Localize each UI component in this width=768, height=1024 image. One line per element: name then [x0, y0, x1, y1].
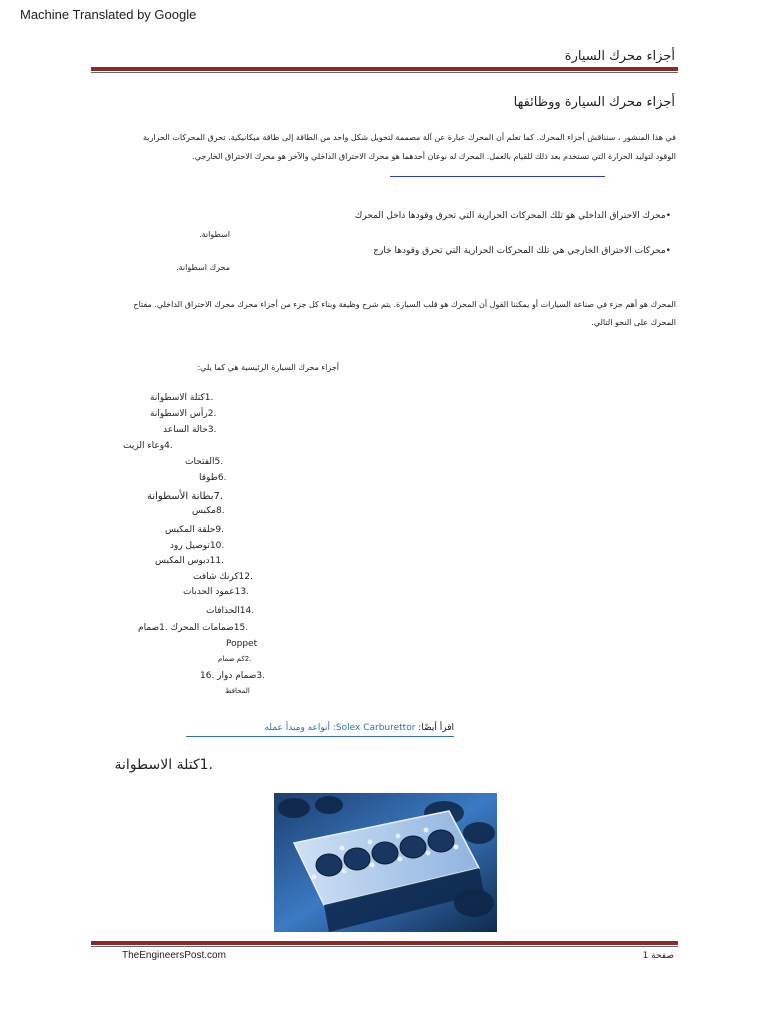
parts-list-item: .7بطانة الأسطوانة [147, 491, 224, 502]
list-intro: أجزاء محرك السيارة الرئيسية هي كما يلي: [197, 363, 339, 372]
parts-list-item: .9حلقة المكبس [165, 525, 224, 535]
parts-list-item: .4وعاء الزيت [123, 441, 173, 451]
parts-list-item: المحافظ [225, 687, 250, 695]
parts-list-item: .14الحذافات [206, 606, 255, 616]
header-title: أجزاء محرك السيارة [564, 49, 675, 64]
parts-list-item: Poppet [226, 639, 258, 649]
parts-list-item: .5الفتحات [185, 457, 224, 467]
intro-line-2: الوقود لتوليد الحرارة التي تستخدم بعد ذلك للقيام بالعمل. المحرك له نوعان أحدهما هو محرك الاحتراق الداخلي والآخر هو محرك الاحتراق الخارجي. [192, 152, 676, 161]
intro-line-1: في هذا المنشور ، سنناقش أجزاء المحرك. كما تعلم أن المحرك عبارة عن آلة مصممة لتحويل شكل واحد من الطاقة إلى طاقة ميكانيكية. تحرق المحركات الحرارية [142, 133, 676, 142]
separator-line [390, 176, 605, 177]
parts-list-item: .11دبوس المكبس [155, 556, 224, 566]
read-also-title[interactable]: Solex Carburettor: أنواعه ومبدأ عمله [264, 723, 416, 733]
para2-line-2: المحرك على النحو التالي. [591, 318, 676, 327]
read-also-label: اقرأ أيضًا: [415, 723, 454, 733]
engine-block-image [274, 793, 497, 932]
read-also-link[interactable] [186, 723, 454, 733]
engine-block-photo [274, 793, 497, 932]
translation-banner: Machine Translated by Google [20, 7, 197, 22]
parts-list-item: .3حالة الساعد [163, 425, 217, 435]
parts-list-item: .3صمام دوار .16 [200, 671, 266, 681]
footer-site: TheEngineersPost.com [122, 950, 226, 961]
parts-list-item: .2رأس الاسطوانة [150, 409, 217, 419]
bullet-internal: •محرك الاحتراق الداخلي هو تلك المحركات الحرارية التي تحرق وقودها داخل المحرك [354, 211, 671, 221]
read-also-underline [186, 736, 454, 737]
bullet-external: •محركات الاحتراق الخارجي هي تلك المحركات الحرارية التي تحرق وقودها خارج [373, 246, 671, 256]
parts-list-item: .15صمامات المحرك .1صمام [138, 623, 249, 633]
parts-list-item: .1كتلة الاسطوانة [150, 393, 214, 403]
parts-list-item: .8مكبس [192, 506, 225, 516]
bullet-internal-cont: اسطوانة. [199, 230, 230, 239]
parts-list-item: .6طوقا [199, 473, 227, 483]
page-heading: أجزاء محرك السيارة ووظائفها [513, 95, 675, 110]
footer-rule [91, 941, 678, 947]
parts-list-item: .2كم صمام [218, 655, 252, 663]
parts-list-item: .12كرنك شافت [193, 572, 253, 582]
header-rule [91, 67, 678, 73]
bullet-external-cont: محرك اسطوانة. [176, 263, 230, 272]
para2-line-1: المحرك هو أهم جزء في صناعة السيارات أو يمكننا القول أن المحرك هو قلب السيارة. يتم شرح وظيفة وبناء كل جزء من أجزاء محرك محرك الاحتراق الداخلي. مفتاح [133, 300, 676, 309]
parts-list-item: .13عمود الحدبات [183, 587, 249, 597]
footer-page-number: صفحة 1 [642, 951, 674, 961]
parts-list-item: .10توصيل رود [170, 541, 225, 551]
section-heading: .1كتلة الاسطوانة [114, 757, 213, 773]
